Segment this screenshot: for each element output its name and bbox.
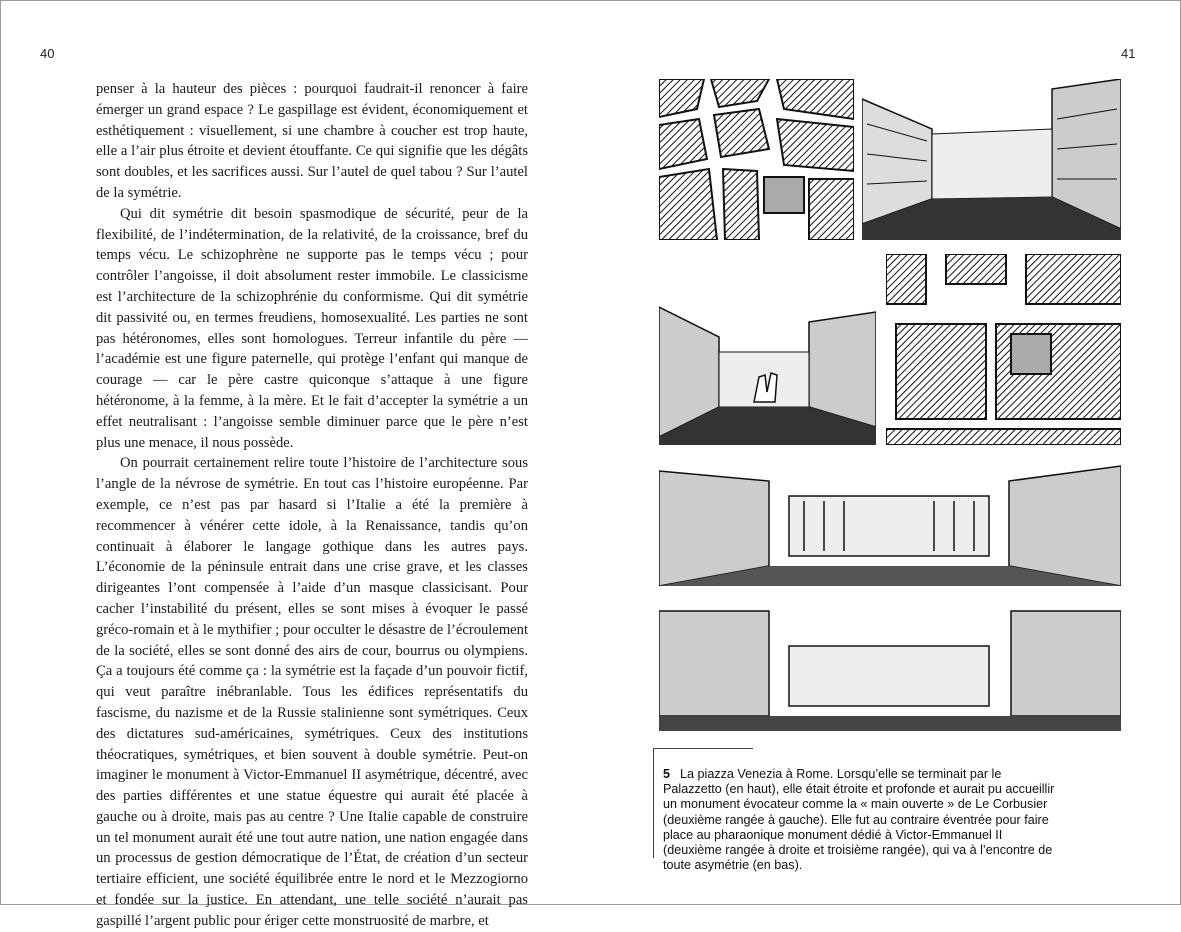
caption-number: 5	[663, 767, 671, 781]
caption-text: La piazza Venezia à Rome. Lorsqu’elle se terminait par le Palazzetto (en haut), elle était étroite et profonde et aurait pu accueillir un monument évocateur comme la « main ouverte » de Le Corbusier (deuxième rangée à gauche). Elle fut au contraire éventrée pour faire place au pharaonique monument dédié à Victor-Emmanuel II (deuxième rangée à droite et troisième rangée), qui va à l’encontre de toute asymétrie (en bas).	[663, 767, 1055, 873]
figure-piazza-perspective-top	[862, 79, 1121, 240]
paragraph-2: Qui dit symétrie dit besoin spasmodique de sécurité, peur de la flexibilité, de l’indétermination, de la relativité, de la croissance, bref du temps vécu. Le schizophrène ne supporte pas le temps vécu ; pour contrôler l’angoisse, il doit absolument rester immobile. Le classicisme est l’architecture de la schizophrénie du conformisme. Qui dit symétrie dit passivité ou, en termes freudiens, homosexualité. Les parties ne sont pas hétéronomes, elles sont homologues. Terreur infantile du père — l’académie est une figure paternelle, qui protège l’enfant qui manque de courage — car le père castre quiconque s’attaque à une figure hétéronome, à la femme, à la mère. Et le fait d’accepter la symétrie a un effet neutralisant : l’angoisse semble diminuer parce que le père n’est plus une menace, il nous possède.	[96, 205, 528, 451]
figure-plan-top-left	[659, 79, 854, 240]
figure-open-hand-perspective	[659, 297, 876, 445]
figure-caption	[663, 767, 1063, 873]
figure-monument-elevation	[659, 606, 1121, 731]
caption-rule-vertical	[653, 748, 654, 858]
body-text	[96, 79, 528, 932]
figure-monument-perspective	[659, 461, 1121, 586]
paragraph-1: penser à la hauteur des pièces : pourquoi faudrait-il renoncer à faire émerger un grand espace ? Le gaspillage est évident, économiquement et esthétiquement : visuellement, si une chambre à coucher est trop haute, elle a l’air plus étroite et devient étouffante. Ce qui signifie que les dégâts sont doubles, et les sacrifices aussi. Sur l’autel de quel tabou ? Sur l’autel de la symétrie.	[96, 81, 528, 201]
paragraph-3: On pourrait certainement relire toute l’histoire de l’architecture sous l’angle de la névrose de symétrie. En tout cas l’histoire européenne. Par exemple, ce n’est pas par hasard si l’Italie a été la première à recommencer à vénérer cette idole, à la Renaissance, tandis qu’on continuait à élaborer le langage gothique dans les autres pays. L’économie de la péninsule entrait dans une crise grave, et les classes dirigeantes l’ont compensée à l’aide d’un masque classicisant. Pour cacher l’instabilité du présent, elles se sont mises à évoquer le passé gréco-romain et à le mythifier ; pour occulter le désastre de l’écroulement de la société, elles se sont donné des airs de cour, bourrus ou olympiens. Ça a toujours été comme ça : la symétrie est la façade d’un pouvoir fictif, qui veut paraître inébranlable. Tous les édifices représentatifs du fascisme, du nazisme et de la Russie stalinienne sont symétriques. Ceux des dictatures sud-américaines, symétriques. Ceux des institutions théocratiques, symétriques, et bien souvent à double symétrie. Peut-on imaginer le monument à Victor-Emmanuel II asymétrique, décentré, avec des parties différentes et une statue équestre qui aurait été placée à gauche ou à droite, mais pas au centre ? Une Italie capable de construire un tel monument aurait été une tout autre nation, une nation engagée dans un processus de gestion démocratique de l’État, de création d’un secteur tertiaire efficient, une société équilibrée entre le nord et le Mezzogiorno et fondée sur la justice. En attendant, une telle société n’aurait pas gaspillé l’argent public pour ériger cette monstruosité de marbre, et	[96, 455, 528, 929]
figure-plan-middle-right	[886, 254, 1121, 445]
page-number-right: 41	[1121, 46, 1136, 61]
page-number-left: 40	[40, 46, 55, 61]
caption-rule-horizontal	[653, 748, 753, 749]
